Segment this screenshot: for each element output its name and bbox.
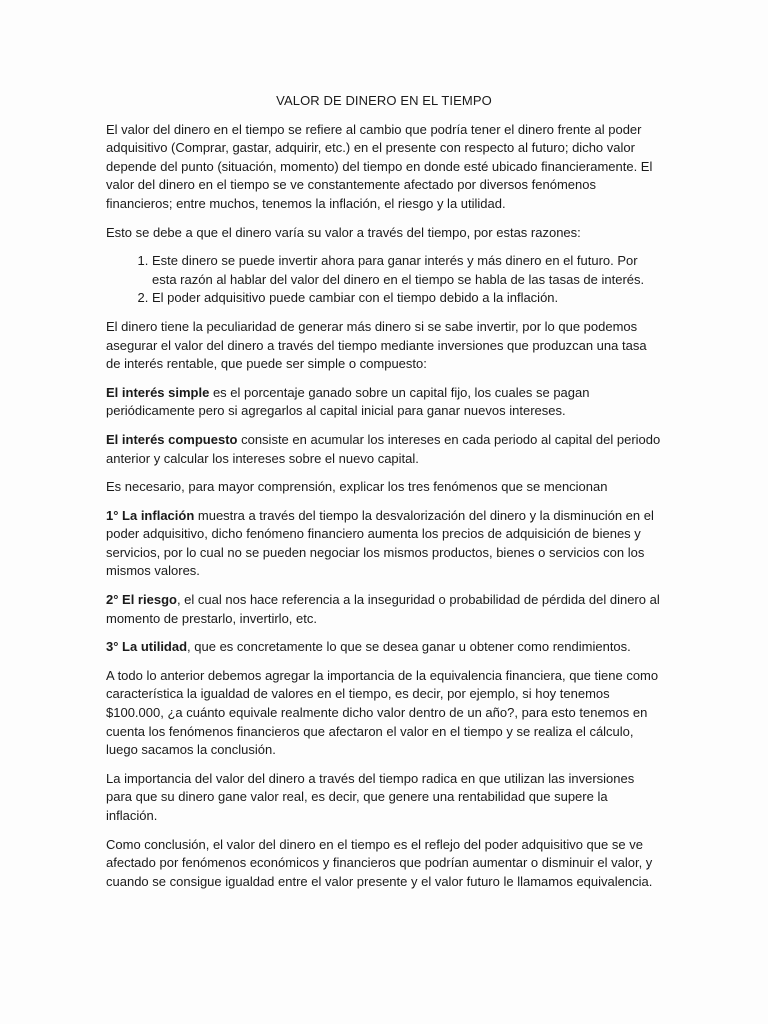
term-compound-interest: El interés compuesto: [106, 431, 238, 447]
document-body: [106, 92, 662, 901]
paragraph-risk: [106, 591, 662, 628]
definition-text: consiste en acumular los intereses en cada periodo al capital del periodo anterior y calcular los intereses sobre el nuevo capital.: [106, 431, 661, 466]
definition-text: muestra a través del tiempo la desvalorización del dinero y la disminución en el poder adquisitivo, dicho fenómeno financiero aumenta los precios de adquisición de bienes y servicios, por lo cual no se pueden negociar los mismos productos, bienes o servicios con los mismos valores.: [106, 507, 654, 579]
paragraph-phenomena-intro: Es necesario, para mayor comprensión, explicar los tres fenómenos que se mencionan: [106, 479, 608, 495]
list-item: 2. El poder adquisitivo puede cambiar con el tiempo debido a la inflación.: [152, 289, 662, 308]
paragraph-definition: El valor del dinero en el tiempo se refiere al cambio que podría tener el dinero frente al poder adquisitivo (Comprar, gastar, adquirir, etc.) en el presente con respecto al futuro; dicho valor depende del punto (situación, momento) del tiempo en donde esté ubicado financieramente. El valor del dinero en el tiempo se ve constantemente afectado por diversos fenómenos financieros; entre muchos, tenemos la inflación, el riesgo y la utilidad.: [106, 121, 653, 211]
reasons-list: [106, 252, 662, 308]
definition-text: , el cual nos hace referencia a la inseguridad o probabilidad de pérdida del dinero al momento de prestarlo, invertirlo, etc.: [106, 592, 660, 626]
paragraph-interest-types: El dinero tiene la peculiaridad de generar más dinero si se sabe invertir, por lo que podemos asegurar el valor del dinero a través del tiempo mediante inversiones que produzcan una tasa de interés rentable, que puede ser simple o compuesto:: [106, 318, 647, 372]
paragraph-importance: La importancia del valor del dinero a través del tiempo radica en que utilizan las inversiones para que su dinero gane valor real, es decir, que genere una rentabilidad que supere la inflación.: [106, 770, 635, 823]
paragraph-conclusion: Como conclusión, el valor del dinero en el tiempo es el reflejo del poder adquisitivo que se ve afectado por fenómenos económicos y financieros que podrían aumentar o disminuir el valor, y cuando se consigue igualdad entre el valor presente y el valor futuro le llamamos equivalencia.: [106, 836, 653, 889]
paragraph-utility: [106, 638, 662, 657]
term-risk: 2° El riesgo: [106, 592, 177, 608]
paragraph-reasons-intro: Esto se debe a que el dinero varía su valor a través del tiempo, por estas razones:: [106, 224, 581, 240]
term-simple-interest: El interés simple: [106, 384, 210, 400]
definition-text: , que es concretamente lo que se desea ganar u obtener como rendimientos.: [187, 639, 631, 655]
paragraph-compound-interest: [106, 431, 662, 468]
list-item: 1. Este dinero se puede invertir ahora para ganar interés y más dinero en el futuro. Por esta razón al hablar del valor del dinero en el tiempo se habla de las tasas de interés.: [152, 252, 662, 289]
document-title: VALOR DE DINERO EN EL TIEMPO: [276, 93, 492, 108]
paragraph-inflation: [106, 507, 662, 581]
paragraph-simple-interest: [106, 384, 662, 421]
paragraph-equivalence: A todo lo anterior debemos agregar la importancia de la equivalencia financiera, que tiene como característica la igualdad de valores en el tiempo, es decir, por ejemplo, si hoy tenemos $100.000, ¿a cuánto equivale realmente dicho valor dentro de un año?, para esto tenemos en cuenta los fenómenos financieros que afectaron el valor en el tiempo y se realiza el cálculo, luego sacamos la conclusión.: [106, 667, 659, 758]
term-utility: 3° La utilidad: [106, 639, 188, 655]
term-inflation: 1° La inflación: [106, 507, 195, 523]
definition-text: es el porcentaje ganado sobre un capital fijo, los cuales se pagan periódicamente pero si agregarlos al capital inicial para ganar nuevos intereses.: [106, 384, 590, 419]
